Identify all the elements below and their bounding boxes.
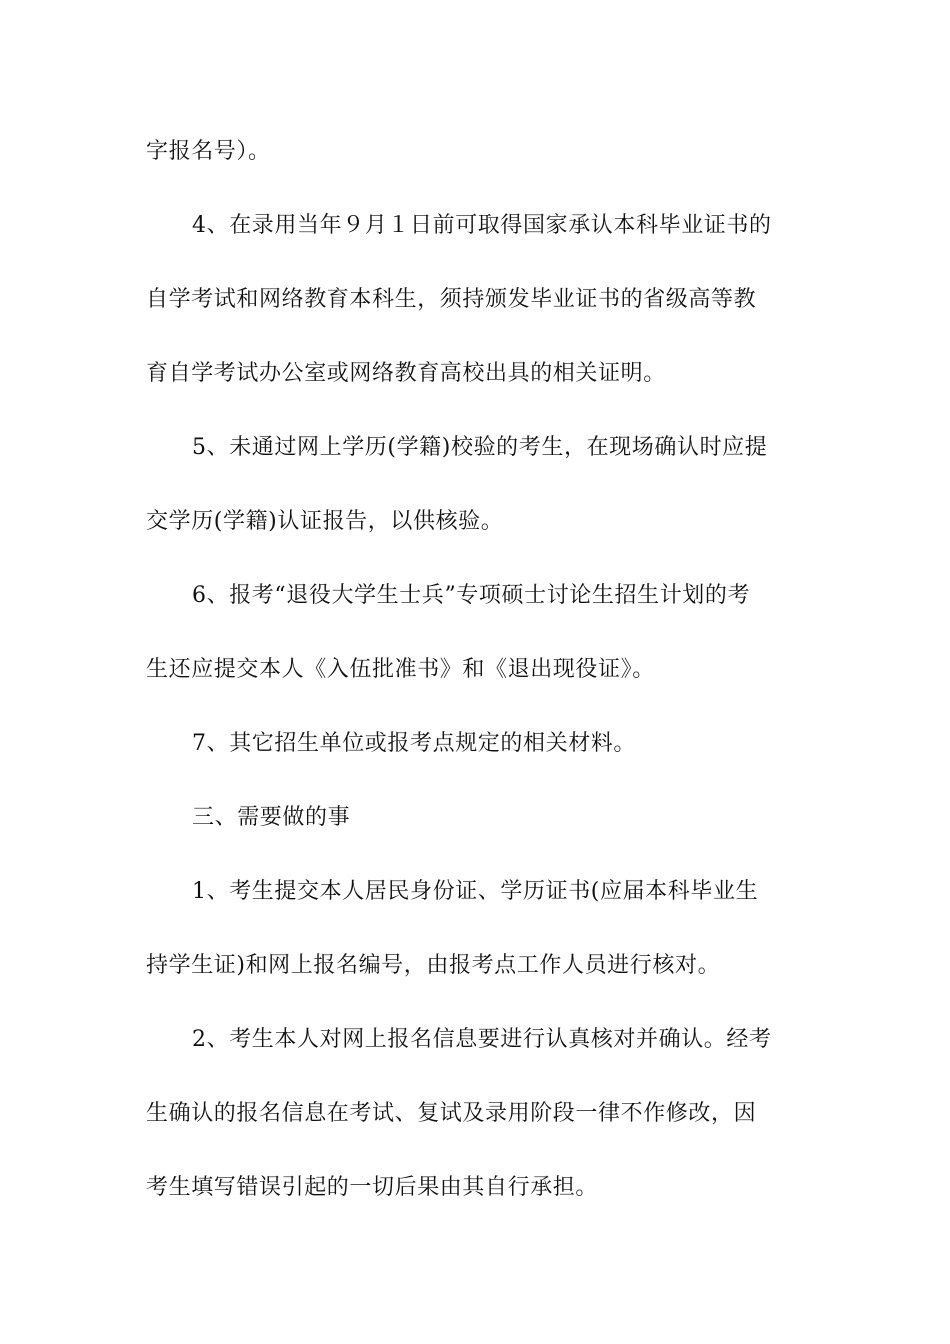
text-line-2: 4、在录用当年９月１日前可取得国家承认本科毕业证书的 (192, 213, 772, 238)
text-line-11: 1、考生提交本人居民身份证、学历证书(应届本科毕业生 (192, 879, 759, 904)
text-line-1: 字报名号）。 (146, 139, 271, 164)
text-line-7: 6、报考“退役大学生士兵”专项硕士讨论生招生计划的考 (192, 583, 751, 608)
text-line-9: 7、其它招生单位或报考点规定的相关材料。 (192, 731, 636, 756)
text-line-5: 5、未通过网上学历(学籍)校验的考生，在现场确认时应提 (192, 435, 768, 460)
text-line-12: 持学生证)和网上报名编号，由报考点工作人员进行核对。 (146, 953, 721, 978)
text-line-15: 考生填写错误引起的一切后果由其自行承担。 (146, 1175, 599, 1200)
text-line-14: 生确认的报名信息在考试、复试及录用阶段一律不作修改，因 (146, 1101, 757, 1126)
text-line-8: 生还应提交本人《入伍批准书》和《退出现役证》。 (146, 657, 655, 682)
text-line-6: 交学历(学籍)认证报告，以供核验。 (146, 509, 504, 534)
text-line-13: 2、考生本人对网上报名信息要进行认真核对并确认。经考 (192, 1027, 772, 1052)
text-line-3: 自学考试和网络教育本科生，须持颁发毕业证书的省级高等教 (146, 287, 757, 312)
text-line-4: 育自学考试办公室或网络教育高校出具的相关证明。 (146, 361, 666, 386)
section-heading: 三、需要做的事 (192, 805, 351, 830)
